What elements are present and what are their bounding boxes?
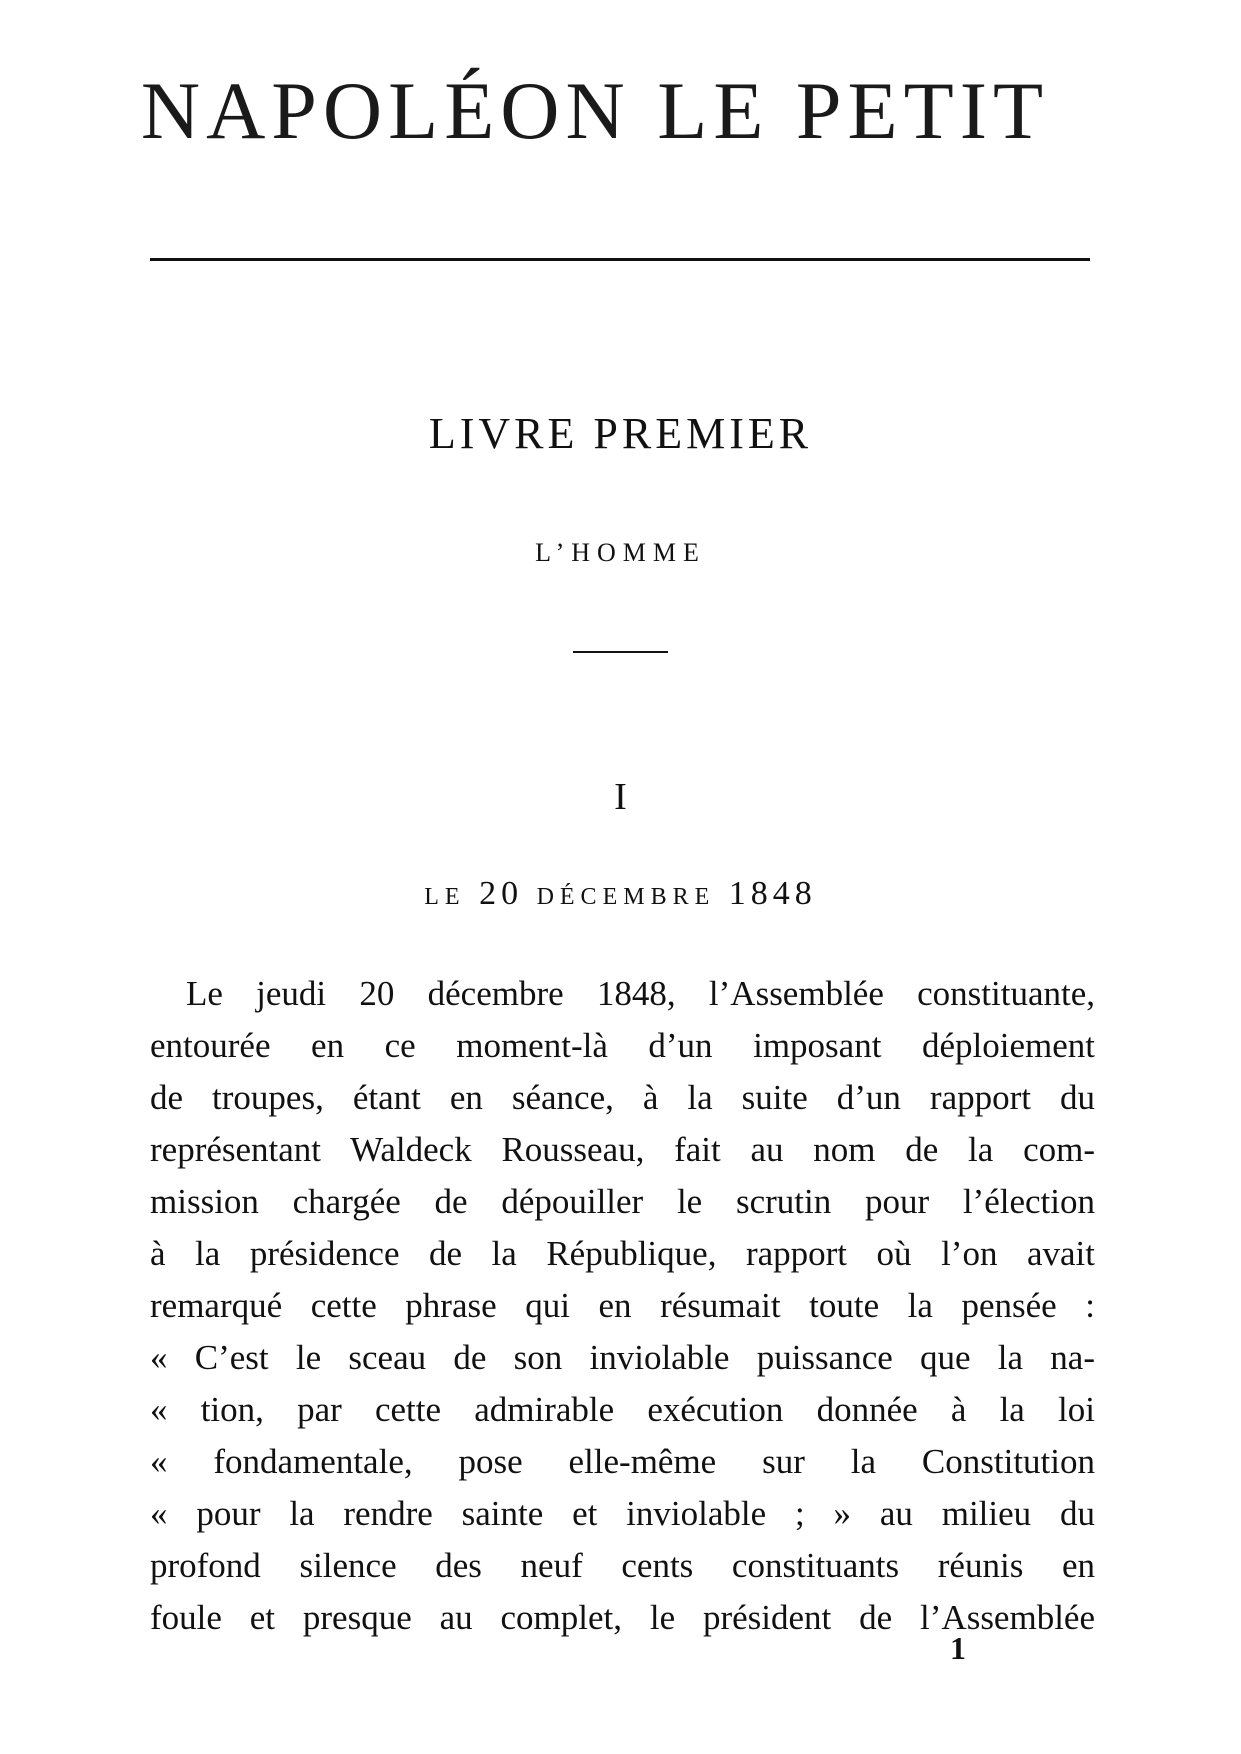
text-line: « fondamentale, pose elle-même sur la Constitution xyxy=(150,1442,1095,1481)
text-line: à la présidence de la République, rapport où l’on avait xyxy=(150,1234,1095,1273)
chapter-title-month: DÉCEMBRE xyxy=(536,884,716,910)
section-divider xyxy=(573,651,668,653)
text-line: mission chargée de dépouiller le scrutin pour l’élection xyxy=(150,1182,1095,1221)
chapter-title xyxy=(0,877,1241,911)
text-line: représentant Waldeck Rousseau, fait au nom de la com- xyxy=(150,1130,1095,1169)
chapter-title-prefix: LE xyxy=(424,884,466,910)
header-rule xyxy=(150,258,1090,261)
chapter-title-day: 20 xyxy=(479,875,524,912)
text-line: profond silence des neuf cents constituants réunis en xyxy=(150,1546,1095,1585)
book-title: LIVRE PREMIER xyxy=(428,409,813,458)
text-line: « C’est le sceau de son inviolable puissance que la na- xyxy=(150,1338,1095,1377)
text-line: « tion, par cette admirable exécution donnée à la loi xyxy=(150,1390,1095,1429)
body-paragraph xyxy=(150,968,1095,1644)
text-line: foule et presque au complet, le président de l’Assemblée xyxy=(150,1598,1095,1637)
text-line: remarqué cette phrase qui en résumait toute la pensée : xyxy=(150,1286,1095,1325)
book-subtitle: L’HOMME xyxy=(535,538,706,567)
text-line: Le jeudi 20 décembre 1848, l’Assemblée constituante, xyxy=(186,974,1095,1013)
text-line: « pour la rendre sainte et inviolable ; » au milieu du xyxy=(150,1494,1095,1533)
page-number: 1 xyxy=(950,1630,966,1666)
text-line: de troupes, étant en séance, à la suite d’un rapport du xyxy=(150,1078,1095,1117)
running-head: NAPOLÉON LE PETIT xyxy=(140,65,1050,156)
chapter-number: I xyxy=(614,776,627,818)
chapter-title-year: 1848 xyxy=(728,875,817,912)
text-line: entourée en ce moment-là d’un imposant déploiement xyxy=(150,1026,1095,1065)
